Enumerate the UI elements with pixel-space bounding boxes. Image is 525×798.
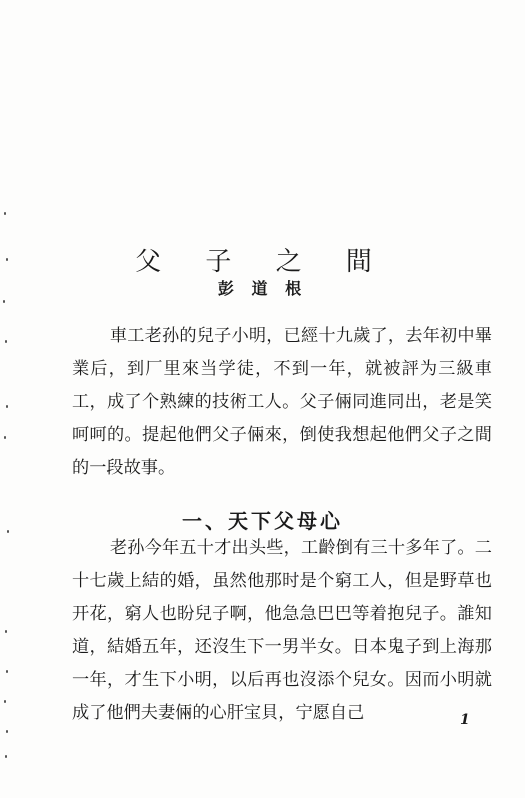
- page-number: 1: [460, 712, 470, 728]
- section-heading: 一、天下父母心: [182, 508, 343, 533]
- intro-paragraph: 車工老孙的兒子小明，已經十九歲了，去年初中畢業后，到厂里來当学徒，不到一年，就被評为三級車工，成了个熟練的技術工人。父子倆同進同出，老是笑呵呵的。提起他們父子倆來，倒使我想起他們父子之間的一段故事。: [72, 326, 492, 478]
- section-paragraph: 老孙今年五十才出头些，工齡倒有三十多年了。二十七歲上結的婚，虽然他那时是个窮工人，但是野草也开花，窮人也盼兒子啊，他急急巴巴等着抱兒子。誰知道，結婚五年，还沒生下一男半女。日本鬼子到上海那一年，才生下小明，以后再也沒添个兒女。因而小明就成了他們夫妻倆的心肝宝貝，宁愿自己: [72, 538, 492, 723]
- author-name: 彭 道 根: [217, 279, 308, 298]
- chapter-title: 父 子 之 間: [135, 247, 390, 278]
